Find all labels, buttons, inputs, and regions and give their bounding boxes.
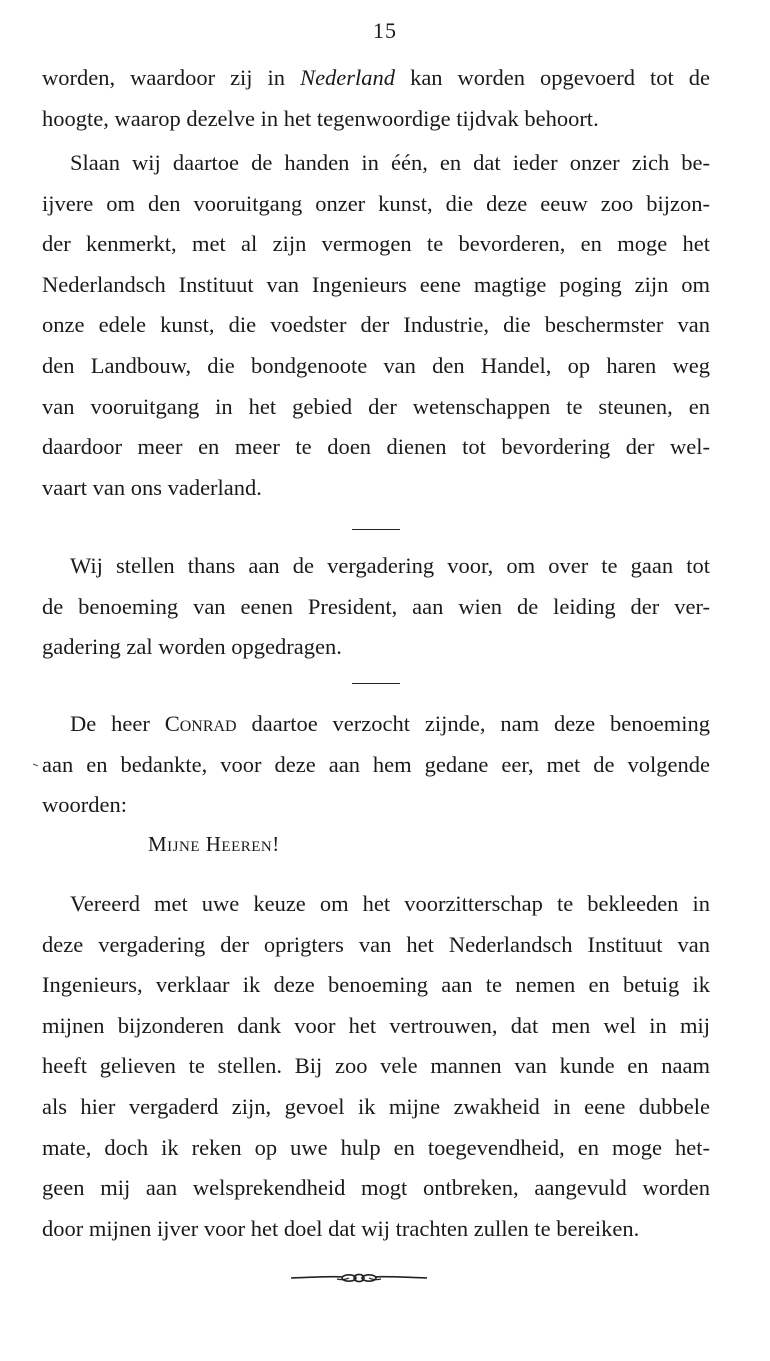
text-line: [42, 58, 710, 99]
paragraph-continuation: [42, 58, 710, 139]
paragraph-slaan-wij: [42, 143, 710, 508]
text-line: de benoeming van eenen President, aan wien de leiding der ver-: [42, 593, 710, 619]
text-line: Slaan wij daartoe de handen in één, en dat ieder onzer zich be-: [70, 150, 710, 175]
text-line: [42, 704, 710, 745]
section-divider-rule: [352, 683, 400, 684]
text-line: heeft gelieven te stellen. Bij zoo vele mannen van kunde en naam: [42, 1053, 710, 1079]
text-line: gadering zal worden opgedragen.: [42, 634, 342, 660]
text-line: ijvere om den vooruitgang onzer kunst, die deze eeuw zoo bijzon-: [42, 190, 710, 216]
person-name: Conrad: [164, 711, 237, 736]
text-line: geen mij aan welsprekendheid mogt ontbreken, aangevuld worden: [42, 1175, 710, 1201]
text-line: Vereerd met uwe keuze om het voorzitterschap te bekleeden in: [70, 891, 710, 916]
text-line: daardoor meer en meer te doen dienen tot bevordering der wel-: [42, 434, 710, 460]
margin-tick-icon: [32, 762, 40, 768]
text-line: Nederlandsch Instituut van Ingenieurs eene magtige poging zijn om: [42, 271, 710, 297]
text-line: van vooruitgang in het gebied der wetenschappen te steunen, en: [42, 393, 710, 419]
text-line: Wij stellen thans aan de vergadering voor, om over te gaan tot: [70, 553, 710, 578]
section-divider-rule: [352, 529, 400, 530]
text-segment: worden, waardoor zij in: [42, 65, 301, 90]
text-line: vaart van ons vaderland.: [42, 474, 262, 500]
text-segment: De heer: [70, 711, 165, 736]
text-line: hoogte, waarop dezelve in het tegenwoordige tijdvak behoort.: [42, 105, 599, 131]
tailpiece-ornament-icon: [289, 1268, 429, 1288]
page-number: 15: [373, 18, 397, 43]
italic-place-name: Nederland: [300, 65, 396, 90]
text-line: als hier vergaderd zijn, gevoel ik mijne zwakheid in eene dubbele: [42, 1093, 710, 1119]
paragraph-speech: [42, 884, 710, 1249]
paragraph-proposal: [42, 546, 710, 668]
salutation-heading: Mijne Heeren!: [148, 832, 280, 856]
paragraph-conrad: [42, 704, 710, 826]
text-line: Ingenieurs, verklaar ik deze benoeming aan te nemen en betuig ik: [42, 972, 710, 998]
text-line: onze edele kunst, die voedster der Industrie, die beschermster van: [42, 312, 710, 338]
text-line: mijnen bijzonderen dank voor het vertrouwen, dat men wel in mij: [42, 1012, 710, 1038]
text-line: mate, doch ik reken op uwe hulp en toegevendheid, en moge het-: [42, 1134, 710, 1160]
text-line: woorden:: [42, 792, 127, 818]
text-line: door mijnen ijver voor het doel dat wij trachten zullen te bereiken.: [42, 1215, 640, 1241]
text-line: aan en bedankte, voor deze aan hem gedane eer, met de volgende: [42, 751, 710, 777]
text-segment: kan worden opgevoerd tot de: [395, 65, 710, 90]
text-line: der kenmerkt, met al zijn vermogen te bevorderen, en moge het: [42, 231, 710, 257]
text-segment: daartoe verzocht zijnde, nam deze benoeming: [236, 711, 711, 736]
text-line: deze vergadering der oprigters van het Nederlandsch Instituut van: [42, 931, 710, 957]
text-line: den Landbouw, die bondgenoote van den Handel, op haren weg: [42, 352, 710, 378]
